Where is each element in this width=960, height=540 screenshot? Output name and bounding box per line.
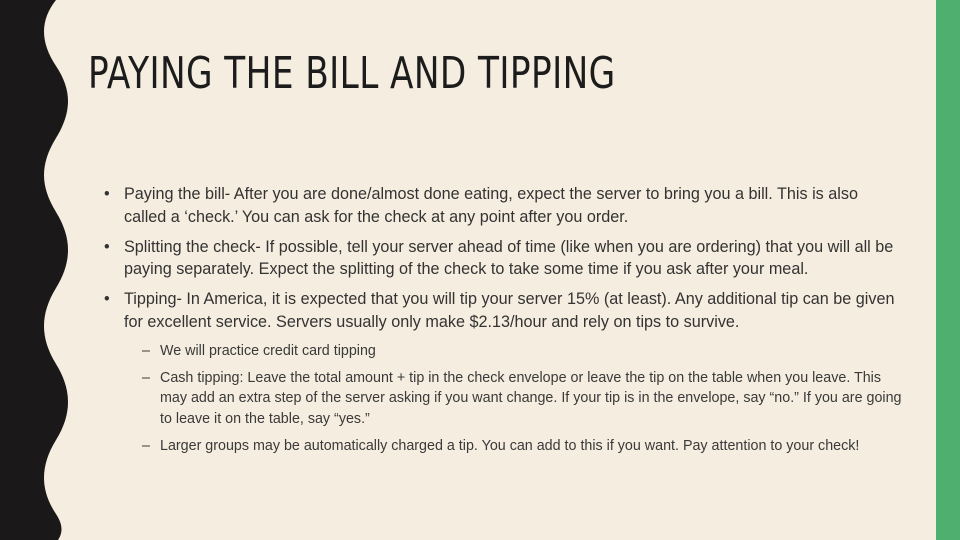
bullet-paying-the-bill [104,183,904,228]
bullet-marker: • [104,237,110,256]
bullet-tipping [104,288,904,333]
sub-bullet-cash-tipping [142,368,904,430]
sub-bullet-marker: – [142,369,150,386]
bullet-marker: • [104,290,110,308]
bullet-text: Splitting the check- If possible, tell your server ahead of time (like when you are ordering) that you will all be paying separately. Expect the splitting of the check to take some time if you ask after your meal. [124,237,894,278]
bullet-marker: • [104,185,110,203]
sub-bullet-marker: – [142,437,150,454]
wavy-edge-shape [0,0,68,540]
right-accent-band [936,0,960,540]
sub-bullet-larger-groups [142,436,904,457]
bullet-text: Paying the bill- After you are done/almost done eating, expect the server to bring you a bill. This is also called a ‘check.’ You can ask for the check at any point after you order. [124,185,858,226]
sub-bullet-credit-card-tipping [142,341,904,362]
bullet-text: Tipping- In America, it is expected that you will tip your server 15% (at least). Any additional tip can be given for excellent service. Servers usually only make $2.13/hour and rely on tips to survive. [124,290,895,331]
slide-title: PAYING THE BILL AND TIPPING [88,48,616,99]
left-decorative-band [0,0,80,540]
slide-content [104,183,904,463]
sub-bullet-text: Larger groups may be automatically charged a tip. You can add to this if you want. Pay attention to your check! [160,437,860,454]
sub-bullet-text: We will practice credit card tipping [160,342,376,359]
sub-bullet-marker: – [142,342,150,359]
sub-bullet-text: Cash tipping: Leave the total amount + tip in the check envelope or leave the tip on the table when you leave. This may add an extra step of the server asking if you want change. If your tip is in the envelope, say “no.” If you are going to leave it on the table, say “yes.” [160,369,902,427]
bullet-splitting-the-check [104,236,904,281]
